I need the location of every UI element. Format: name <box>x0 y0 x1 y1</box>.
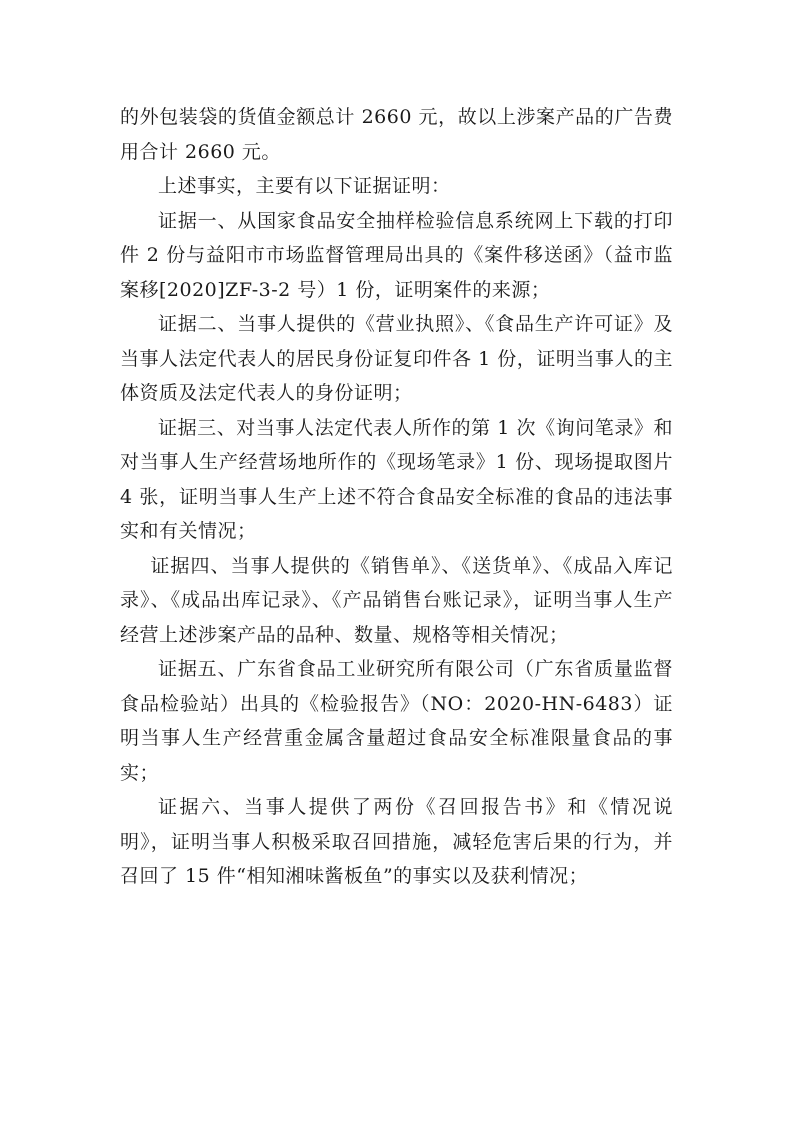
paragraph-evidence-5: 证据五、广东省食品工业研究所有限公司（广东省质量监督食品检验站）出具的《检验报告》（NO：2020-HN-6483）证明当事人生产经营重金属含量超过食品安全标准限量食品的事实； <box>120 658 673 784</box>
paragraph-evidence-3: 证据三、对当事人法定代表人所作的第 1 次《询问笔录》和对当事人生产经营场地所作的《现场笔录》1 份、现场提取图片 4 张，证明当事人生产上述不符合食品安全标准的食品的违法事实和有关情况； <box>120 416 673 542</box>
paragraph-continuation: 的外包装袋的货值金额总计 2660 元，故以上涉案产品的广告费用合计 2660 元。 <box>120 106 673 163</box>
paragraph-evidence-6: 证据六、当事人提供了两份《召回报告书》和《情况说明》，证明当事人积极采取召回措施，减轻危害后果的行为，并召回了 15 件“相知湘味酱板鱼”的事实以及获利情况； <box>120 796 673 887</box>
paragraph-evidence-4: 证据四、当事人提供的《销售单》、《送货单》、《成品入库记录》、《成品出库记录》、《产品销售台账记录》，证明当事人生产经营上述涉案产品的品种、数量、规格等相关情况； <box>120 554 673 646</box>
document-page <box>120 100 673 894</box>
paragraph-evidence-2: 证据二、当事人提供的《营业执照》、《食品生产许可证》及当事人法定代表人的居民身份证复印件各 1 份，证明当事人的主体资质及法定代表人的身份证明； <box>120 313 673 404</box>
paragraph-evidence-intro: 上述事实，主要有以下证据证明： <box>158 175 451 197</box>
paragraph-evidence-1: 证据一、从国家食品安全抽样检验信息系统网上下载的打印件 2 份与益阳市市场监督管理局出具的《案件移送函》（益市监案移[2020]ZF-3-2 号）1 份，证明案件的来源； <box>120 209 673 301</box>
